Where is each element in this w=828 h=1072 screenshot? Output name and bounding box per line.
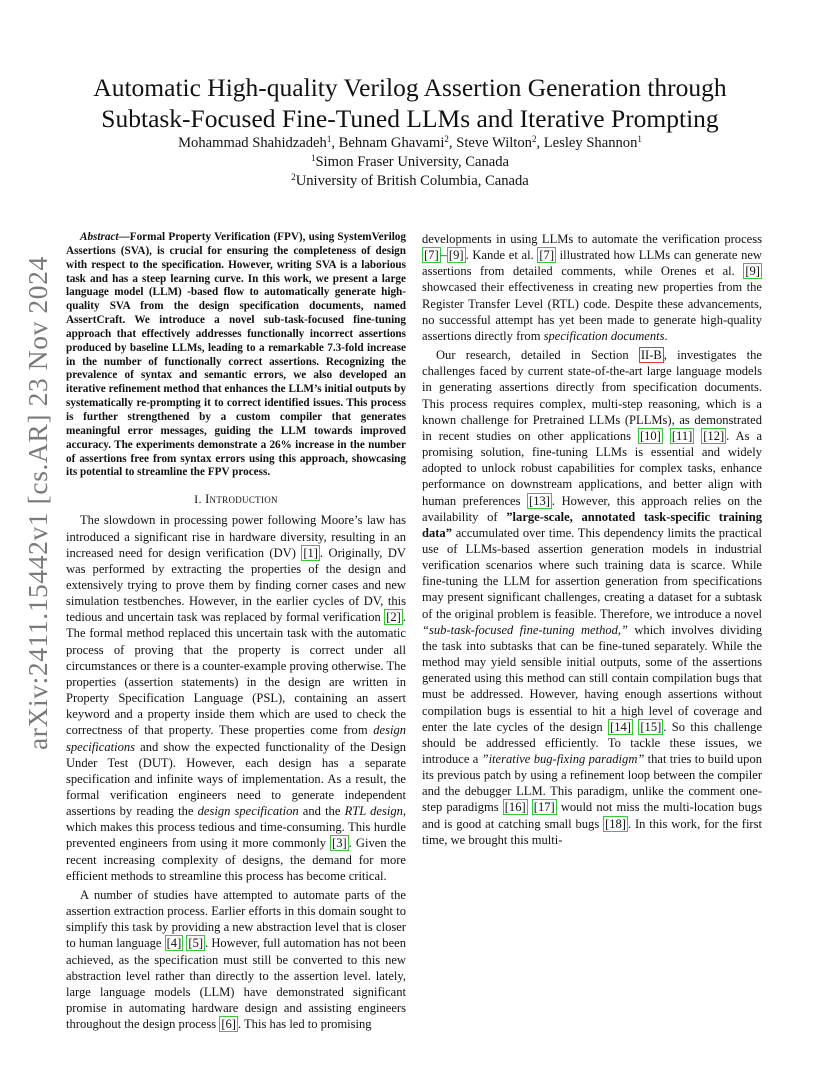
author-list: [40, 134, 780, 153]
affiliation-1: [40, 153, 780, 172]
author-name: Mohammad Shahidzadeh: [178, 135, 327, 151]
title-line-2: Subtask-Focused Fine-Tuned LLMs and Iterative Prompting: [101, 104, 719, 133]
citation-link[interactable]: [16]: [504, 800, 526, 815]
affiliation-number: 1: [310, 153, 316, 163]
section-title: Introduction: [205, 492, 278, 507]
affiliation-name: Simon Fraser University, Canada: [315, 154, 510, 170]
right-column: [422, 231, 762, 848]
paper-title: [40, 72, 780, 134]
abstract-text: Formal Property Verification (FPV), using SystemVerilog Assertions (SVA), is crucial for ensuring the completeness of design with respect to the specification. However, writing SVA is a laborious task and has a steep learning curve. In this work, we present a large language model (LLM) -based flow to automatically generate high-quality SVA from the design specification documents, named AssertCraft. We introduce a novel sub-task-focused fine-tuning approach that effectively addresses functionally incorrect assertions produced by baseline LLMs, leading to a remarkable 7.3-fold increase in the number of functionally correct assertions. Recognizing the prevalence of syntax and semantic errors, we also developed an iterative refinement method that enhances the LLM’s initial outputs by systematically re-prompting it to correct identified issues. This process is further strengthened by a custom compiler that generates meaningful error messages, guiding the LLM towards improved accuracy. The experiments demonstrate a 26% increase in the number of assertions free from syntax errors using this approach, showcasing its potential to streamline the FPV process.: [66, 231, 406, 479]
citation-link[interactable]: [1]: [303, 545, 318, 560]
continued-text: developments in using LLMs to automate the verification process: [422, 232, 762, 246]
abstract-dash: —: [118, 231, 130, 243]
intro-paragraph-3: Our research, detailed in Section II-B , investigates the challenges faced by current state-of-the-art large language models in generating assertions directly from specification documents. This process requires complex, multi-step reasoning, which is a known challenge for Pretrained LLMs (PLLMs), as demonstrated in recent studies on other applications [10] [11] [12] . As a promising solution, fine-tuning LLMs is essential and widely adopted to unlock robust capabilities for complex tasks, enhance performance on downstream applications, and better align with human preferences [13] . However, this approach relies on the availability of ”large-scale, annotated task-specific training data” accumulated over time. This dependency limits the practical use of LLMs-based assertion generation models in industrial verification scenarios where such training data is scarce. While fine-tuning the LLM for assertion generation from specifications may present significant challenges, creating a dataset for a subtask of the original problem is feasible. Therefore, we introduce a novel “sub-task-focused fine-tuning method,” which involves dividing the task into subtasks that can be fine-tuned separately. While the method may yield sensible initial outputs, some of the assertions generated using this method can still contain compilation bugs that must be addressed. However, having enough assertions without compilation bugs is essential to hit a high level of coverage and enter the late cycles of the design [14] [15] . So this challenge should be addressed efficiently. To tackle these issues, we introduce a ”iterative bug-fixing paradigm” that tries to build upon its previous patch by using a refinement loop between the compiler and the debugger LLM. This paradigm, unlike the comment one-step paradigms [16] [17] would not miss the multi-location bugs and is good at catching small bugs [18] . In this work, for the first time, we brought this multi-: [422, 348, 763, 847]
title-line-1: Automatic High-quality Verilog Assertion Generation through: [93, 73, 727, 102]
citation-link[interactable]: [18]: [605, 816, 626, 831]
section-number: I.: [194, 492, 202, 507]
intro-paragraph-2-continued: developments in using LLMs to automate the verification process [7] – [9] . Kande et al. [7] illustrated how LLMs can generate new assertions from detailed comments, while Orenes et al. [9] showcased their effectiveness in creating new properties from the Register Transfer Level (RTL) code. Despite these advancements, no successful attempt has yet been made to generate high-quality assertions directly from specification documents.: [422, 232, 762, 343]
section-reference-link[interactable]: II-B: [640, 348, 662, 363]
author-name: Lesley Shannon: [543, 135, 638, 151]
left-column: [66, 231, 406, 1032]
citation-link[interactable]: [9]: [448, 248, 464, 263]
arxiv-identifier: arXiv:2411.15442v1 [cs.AR] 23 Nov 2024: [22, 256, 53, 750]
citation-link[interactable]: [10]: [639, 428, 661, 443]
abstract-label: Abstract: [80, 231, 119, 243]
affiliation-number: 2: [291, 172, 296, 182]
section-heading-introduction: [66, 491, 406, 507]
citation-link[interactable]: [17]: [533, 800, 555, 815]
citation-link[interactable]: [13]: [529, 493, 550, 508]
affiliation-name: University of British Columbia, Canada: [295, 173, 529, 189]
citation-link[interactable]: [7]: [424, 248, 439, 263]
citation-link[interactable]: [4]: [166, 936, 182, 951]
citation-link[interactable]: [11]: [671, 428, 693, 443]
author-affiliation-mark: 1: [326, 134, 332, 144]
citation-link[interactable]: [6]: [221, 1017, 236, 1032]
author-separator: ,: [448, 135, 457, 151]
author-name: Steve Wilton: [456, 135, 532, 151]
intro-paragraph-1: The slowdown in processing power following Moore’s law has introduced a significant rise in hardware diversity, resulting in an increased need for design verification (DV) [1] . Originally, DV was performed by extracting the properties of the design and extensively trying to prove them by finding corner cases and new simulation testbenches. However, in the earlier cycles of DV, this tedious and uncertain task was replaced by formal verification [2] . The formal method replaced this uncertain task with the automatic process of proving that the property is correct under all circumstances or there is a counter-example proving otherwise. The properties (assertion statements) in the design are written in Property Specification Language (PSL), containing an assert keyword and a property inside them which are used to check the correctness of that property. These properties come from design specifications and show the expected functionality of the Design Under Test (DUT). However, each design has a separate specification and infinite ways of implementation. As a result, the formal verification engineers need to generate independent assertions by reading the design specification and the RTL design, which makes this process tedious and time-consuming. This hurdle prevented engineers from using it more commonly [3] . Given the recent increasing complexity of designs, the demand for more efficient methods to streamline this process has become critical.: [66, 513, 407, 883]
citation-link[interactable]: [5]: [188, 936, 204, 951]
citation-link[interactable]: [9]: [745, 264, 760, 279]
author-separator: ,: [331, 135, 339, 151]
abstract: [66, 231, 406, 480]
author-affiliation-mark: 1: [637, 134, 642, 144]
citation-link[interactable]: [14]: [610, 719, 631, 734]
citation-link[interactable]: [2]: [386, 610, 401, 625]
author-name: Behnam Ghavami: [338, 135, 445, 151]
intro-paragraph-2: A number of studies have attempted to automate parts of the assertion extraction process. Earlier efforts in this domain sought to simplify this task by providing a new abstraction level that is closer to human language [4] [5] . However, full automation has not been achieved, as the specification must still be converted to this new abstraction level rather than directly to the assertion level. lately, large language models (LLM) have demonstrated significant promise in automating hardware design and assisting engineers throughout the design process [6] . This has led to promising: [66, 887, 406, 1032]
citation-link[interactable]: [7]: [539, 248, 555, 263]
citation-link[interactable]: [3]: [332, 836, 347, 851]
author-block: [40, 134, 780, 191]
author-separator: ,: [536, 135, 544, 151]
citation-link[interactable]: [12]: [703, 428, 725, 443]
author-affiliation-mark: 2: [531, 134, 537, 144]
affiliation-2: [40, 172, 780, 191]
citation-link[interactable]: [15]: [640, 719, 662, 734]
author-affiliation-mark: 2: [444, 134, 449, 144]
